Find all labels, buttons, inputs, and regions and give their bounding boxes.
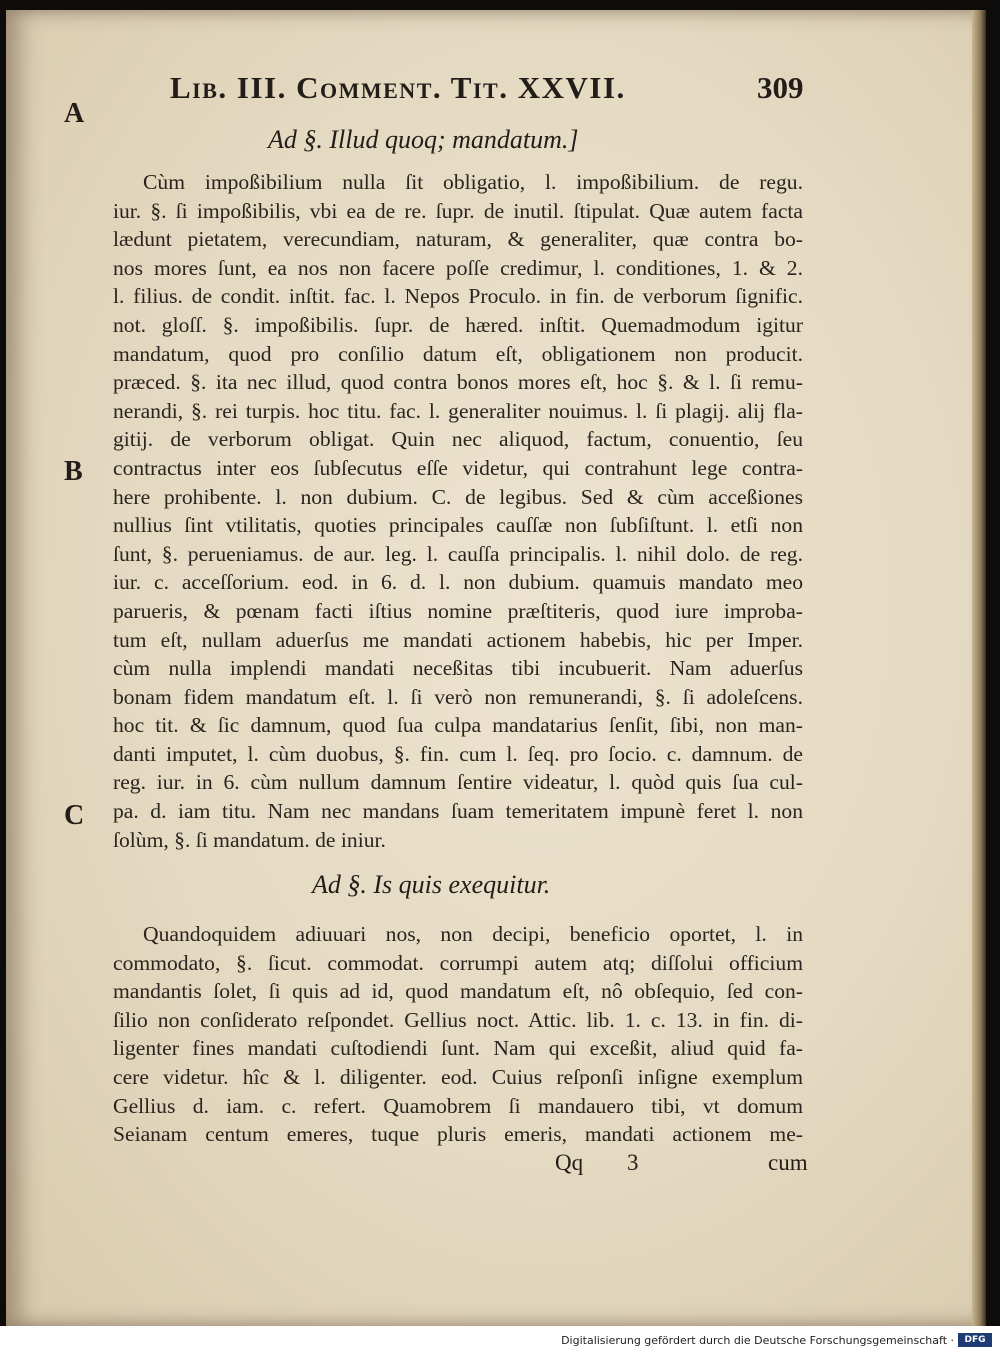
section-heading: Ad §. Illud quoq; mandatum.] xyxy=(268,125,579,154)
margin-letter-a: A xyxy=(64,98,85,129)
text-line: ſolùm, §. ſi mandatum. de iniur. xyxy=(113,827,386,852)
section-heading: Ad §. Is quis exequitur. xyxy=(312,870,551,899)
text-line: bonam fidem mandatum eſt. l. ſi verò non remunerandi, §. ſi adoleſcens. xyxy=(113,684,803,709)
text-line: pa. d. iam titu. Nam nec mandans ſuam temeritatem impunè feret l. non xyxy=(113,799,803,824)
text-line: lædunt pietatem, verecundiam, naturam, & generaliter, quæ contra bo- xyxy=(113,227,803,252)
text-line: here prohibente. l. non dubium. C. de legibus. Sed & cùm acceßiones xyxy=(113,484,803,509)
text-line: commodato, §. ſicut. commodat. corrumpi autem atq; diſſolui officium xyxy=(113,950,803,975)
text-line: reg. iur. in 6. cùm nullum damnum ſentire videatur, l. quòd quis ſua cul- xyxy=(113,770,803,795)
text-line: mandantis ſolet, ſi quis ad id, quod mandatum eſt, nô obſequio, ſed con- xyxy=(113,979,803,1004)
text-line: Quandoquidem adiuuari nos, non decipi, beneficio oportet, l. in xyxy=(143,922,803,946)
text-line: mandatum, quod pro conſilio datum eſt, obligationem non producit. xyxy=(113,341,803,366)
text-line: nerandi, §. rei turpis. hoc titu. fac. l. generaliter nouimus. l. ſi plagij. alij fla- xyxy=(113,398,803,423)
text-line: ſunt, §. perueniamus. de aur. leg. l. cauſſa principalis. l. nihil dolo. de reg. xyxy=(113,541,803,566)
text-line: iur. §. ſi impoßibilis, vbi ea de re. ſupr. de inutil. ſtipulat. Quæ autem facta xyxy=(113,198,803,223)
text-line: not. gloſſ. §. impoßibilis. ſupr. de hæred. inſtit. Quemadmodum igitur xyxy=(113,312,803,337)
text-line: cere videtur. hîc & l. diligenter. eod. Cuius reſponſi inſigne exemplum xyxy=(113,1064,803,1089)
text-line: præced. §. ita nec illud, quod contra bonos mores eſt, hoc §. & l. ſi remu- xyxy=(113,370,803,395)
footer-bar xyxy=(0,1326,1000,1356)
signature-mark: Qq xyxy=(555,1150,584,1175)
text-line: tum eſt, nullam aduerſus me mandati actionem habebis, hic per Imper. xyxy=(113,627,803,652)
text-line: parueris, & pœnam facti iſtius nomine præſtiteris, quod iure improba- xyxy=(113,598,803,623)
signature-number: 3 xyxy=(627,1150,639,1175)
paragraph xyxy=(113,168,803,854)
text-line: Gellius d. iam. c. refert. Quamobrem ſi mandauero tibi, vt domum xyxy=(113,1093,803,1118)
margin-letter-c: C xyxy=(64,800,85,831)
page-edge xyxy=(972,10,986,1326)
catchword: cum xyxy=(768,1150,808,1175)
text-line: cùm nulla implendi mandati neceßitas tibi incubuerit. Nam aduerſus xyxy=(113,656,803,681)
text-line: ligenter fines mandati cuſtodiendi ſunt. Nam qui exceßit, aliud quid fa- xyxy=(113,1036,803,1061)
paragraph xyxy=(113,920,803,1149)
text-line: hoc tit. & ſic damnum, quod ſua culpa mandatarius ſenſit, ſibi, non man- xyxy=(113,713,803,738)
text-line: iur. c. acceſſorium. eod. in 6. d. l. non dubium. quamuis mandato meo xyxy=(113,570,803,595)
dfg-logo: DFG xyxy=(958,1333,992,1347)
page-number: 309 xyxy=(757,70,804,105)
footer-credit: Digitalisierung gefördert durch die Deutsche Forschungsgemeinschaft · xyxy=(561,1334,954,1347)
margin-letter-b: B xyxy=(64,456,83,487)
text-line: Cùm impoßibilium nulla ſit obligatio, l. impoßibilium. de regu. xyxy=(143,170,803,194)
text-line: ſilio non conſiderato reſpondet. Gellius noct. Attic. lib. 1. c. 13. in fin. di- xyxy=(113,1007,803,1032)
text-line: nos mores ſunt, ea nos non facere poſſe credimur, l. conditiones, 1. & 2. xyxy=(113,255,803,280)
running-head: Lib. III. Comment. Tit. XXVII. xyxy=(170,70,626,105)
text-line: danti imputet, l. cùm duobus, §. fin. cum l. ſeq. pro ſocio. c. damnum. de xyxy=(113,741,803,766)
text-line: Seianam centum emeres, tuque pluris emeris, mandati actionem me- xyxy=(113,1122,803,1147)
text-line: gitij. de verborum obligat. Quin nec aliquod, factum, conuentio, ſeu xyxy=(113,427,803,452)
text-line: contractus inter eos ſubſecutus eſſe videtur, qui contrahunt lege contra- xyxy=(113,455,803,480)
text-line: nullius ſint vtilitatis, quoties principales cauſſæ non ſubſiſtunt. l. etſi non xyxy=(113,513,803,538)
text-line: l. filius. de condit. inſtit. fac. l. Nepos Proculo. in fin. de verborum ſignific. xyxy=(113,284,803,309)
